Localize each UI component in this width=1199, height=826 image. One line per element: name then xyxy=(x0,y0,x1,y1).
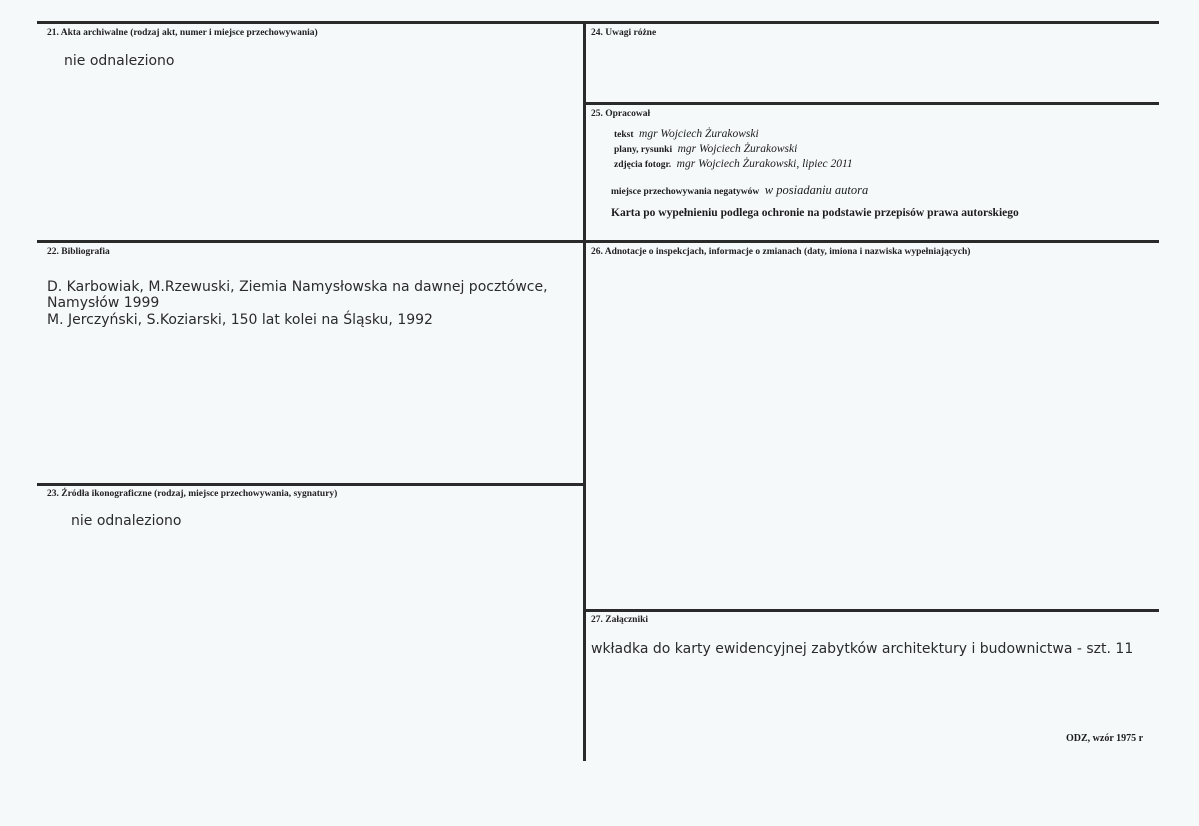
author-text-row xyxy=(614,128,759,140)
section-21-value: nie odnaleziono xyxy=(64,53,175,69)
section-27-label: 27. Załączniki xyxy=(591,615,649,625)
author-plans-label: plany, rysunki xyxy=(614,145,673,155)
rule-24-25 xyxy=(585,102,1159,105)
rule-23 xyxy=(37,483,585,486)
section-21-label: 21. Akta archiwalne (rodzaj akt, numer i miejsce przechowywania) xyxy=(47,28,318,38)
rule-right-26 xyxy=(585,240,1159,243)
section-24-label: 24. Uwagi różne xyxy=(591,28,657,38)
author-plans-row xyxy=(614,143,797,155)
author-photos-label: zdjęcia fotogr. xyxy=(614,160,672,170)
author-text-label: tekst xyxy=(614,130,634,140)
form-version: ODZ, wzór 1975 r xyxy=(1066,733,1144,744)
bibliography-line-3: M. Jerczyński, S.Koziarski, 150 lat kolei na Śląsku, 1992 xyxy=(47,312,433,328)
rule-27 xyxy=(585,609,1159,612)
bibliography-line-1: D. Karbowiak, M.Rzewuski, Ziemia Namysłowska na dawnej pocztówce, xyxy=(47,279,548,295)
section-23-value: nie odnaleziono xyxy=(71,513,182,529)
author-text-value: mgr Wojciech Żurakowski xyxy=(639,128,759,140)
negatives-label: miejsce przechowywania negatywów xyxy=(611,187,760,197)
top-rule xyxy=(37,21,1159,24)
section-25-label: 25. Opracował xyxy=(591,109,651,119)
section-22-label: 22. Bibliografia xyxy=(47,247,110,257)
author-photos-row xyxy=(614,158,853,170)
section-26-label: 26. Adnotacje o inspekcjach, informacje o zmianach (daty, imiona i nazwiska wypełniających) xyxy=(591,247,971,257)
center-divider xyxy=(583,21,586,761)
copyright-note: Karta po wypełnieniu podlega ochronie na podstawie przepisów prawa autorskiego xyxy=(611,207,1019,219)
bibliography-line-2: Namysłów 1999 xyxy=(47,295,160,311)
negatives-value: w posiadaniu autora xyxy=(764,183,869,197)
author-plans-value: mgr Wojciech Żurakowski xyxy=(677,143,798,155)
rule-left-22 xyxy=(37,240,585,243)
negatives-row xyxy=(611,183,868,198)
attachments-value: wkładka do karty ewidencyjnej zabytków architektury i budownictwa - szt. 11 xyxy=(591,641,1134,657)
section-23-label: 23. Źródła ikonograficzne (rodzaj, miejsce przechowywania, sygnatury) xyxy=(47,489,338,499)
author-photos-value: mgr Wojciech Żurakowski, lipiec 2011 xyxy=(676,158,853,170)
